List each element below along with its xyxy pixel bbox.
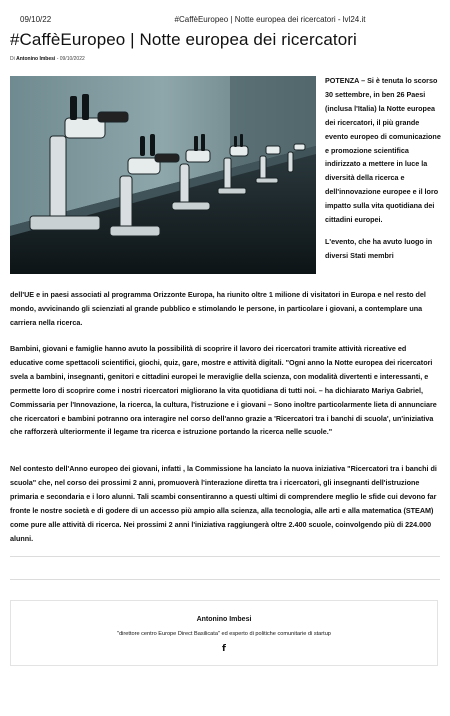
divider (10, 556, 440, 557)
byline (10, 56, 85, 62)
print-page-title: #CaffèEuropeo | Notte europea dei ricercatori - lvl24.it (174, 15, 366, 24)
lead-paragraph: POTENZA – Si è tenuta lo scorso 30 settembre, in ben 26 Paesi (inclusa l'Italia) la Notte europea dei ricercatori, il più grande evento europeo di comunicazione e promozione scientifica indirizzato a mettere in luce la diversità della ricerca e dell'innovazione europee e il loro impatto sulla vita quotidiana dei cittadini europei. (325, 76, 441, 225)
article-aside-text (325, 74, 441, 271)
article-title: #CaffèEuropeo | Notte europea dei ricercatori (10, 30, 357, 49)
second-paragraph-start: L'evento, che ha avuto luogo in diversi Stati membri (325, 236, 433, 260)
byline-prefix: Di (10, 56, 15, 62)
article-date: 09/10/2022 (59, 56, 85, 62)
divider (10, 579, 440, 580)
author-box-bio: "direttore centro Europe Direct Basilicata" ed esperto di politiche comunitarie di startup (117, 631, 331, 637)
author-box (10, 600, 438, 666)
quote-paragraph: Bambini, giovani e famiglie hanno avuto la possibilità di scoprire il lavoro dei ricercatori tramite attività ricreative ed educative come spettacoli scientifici, giochi, quiz, gare, mostre e attività digitali. "Ogni anno la Notte europea dei ricercatori svela a bambini, insegnanti, genitori e cittadini europei le meraviglie della scienza, con modalità divertenti e interessanti, e permette loro di scoprire come i nostri ricercatori migliorano la vita quotidiana di tutti noi. – ha dichiarato Mariya Gabriel, Commissaria per l'Innovazione, la ricerca, la cultura, l'istruzione e i giovani – Sono inoltre particolarmente lieta di annunciare che ricercatori e bambini potranno ora interagire nel corso dell'anno grazie a 'Ricercatori tra i banchi di scuola', un'iniziativa che rafforzerà ulteriormente il legame tra ricerca e istruzione portando la ricerca nelle scuole." (10, 344, 437, 437)
facebook-icon[interactable]: f (222, 644, 226, 654)
print-date: 09/10/22 (20, 15, 52, 24)
second-paragraph-continuation: dell'UE e in paesi associati al programma Orizzonte Europa, ha riunito oltre 1 milione di visitatori in Europa e nel resto del mondo, avvicinando gli scienziati al grande pubblico e stimolando le persone, in particolare i giovani, a contemplare una carriera nella ricerca. (10, 290, 426, 327)
byline-separator: - (56, 56, 59, 62)
author-link[interactable]: Antonino Imbesi (16, 56, 56, 62)
hero-image-microscopes (10, 76, 316, 274)
author-box-name[interactable]: Antonino Imbesi (196, 616, 252, 623)
initiative-paragraph: Nel contesto dell'Anno europeo dei giovani, infatti , la Commissione ha lanciato la nuova iniziativa "Ricercatori tra i banchi di scuola" che, nel corso dei prossimi 2 anni, promuoverà l'interazione diretta tra i ricercatori, gli insegnanti dell'istruzione primaria e secondaria e i loro alunni. Tali scambi consentiranno a questi ultimi di comprendere meglio le sfide cui devono far fronte le nostre società e di godere di un accesso più ampio alla scienza, alla tecnologia, alle arti e alla matematica (STEAM) come pure alle attività di ricerca. Nei prossimi 2 anni l'iniziativa raggiungerà oltre 2.400 scuole, coinvolgendo più di 224.000 alunni. (10, 464, 437, 543)
print-header (0, 0, 450, 28)
